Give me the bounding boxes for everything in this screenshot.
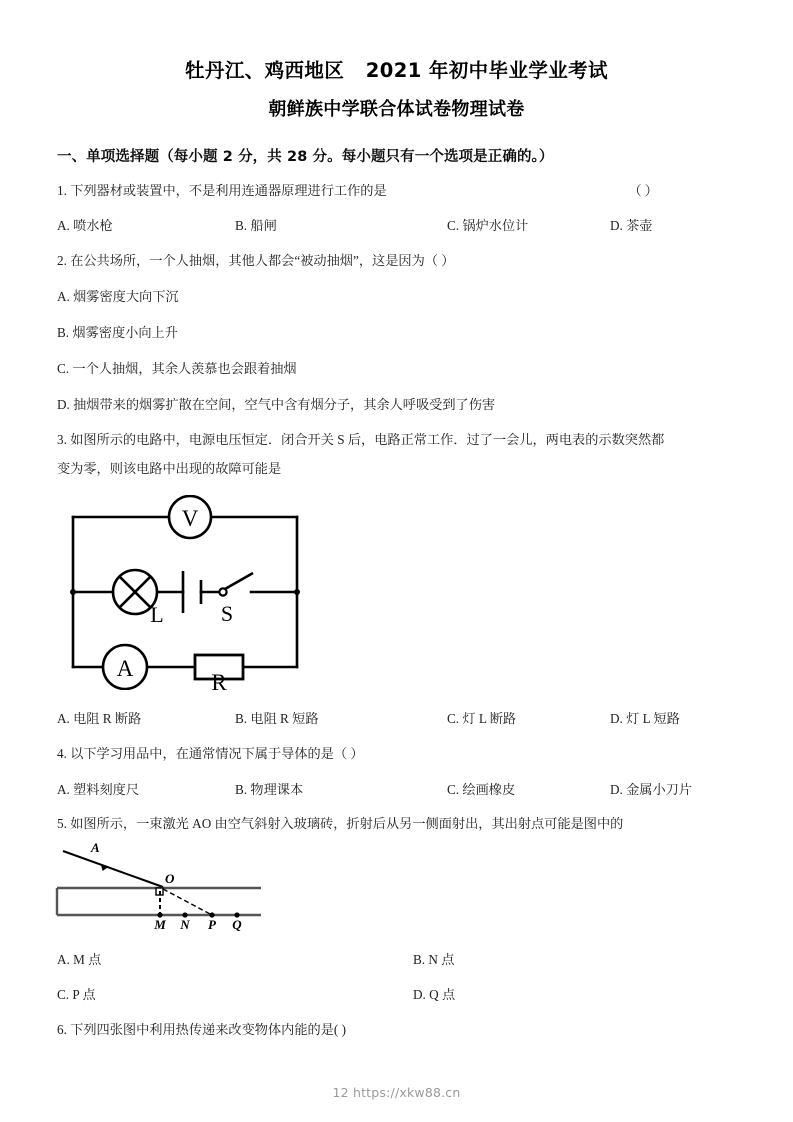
question-6-number: 6. xyxy=(57,1021,67,1037)
question-4-text: 以下学习用品中，在通常情况下属于导体的是（ ） xyxy=(70,746,364,762)
title-block xyxy=(57,0,736,123)
option-text: 物理课本 xyxy=(250,781,304,797)
option-label: C. xyxy=(447,711,460,727)
question-5-option-b[interactable] xyxy=(413,950,454,970)
question-5-stem xyxy=(57,814,736,834)
question-2-number: 2. xyxy=(57,252,67,268)
question-1-answer-paren: （ ） xyxy=(628,182,658,198)
option-text: P 点 xyxy=(72,986,96,1002)
option-label: C. xyxy=(57,986,70,1002)
point-label-m: M xyxy=(154,916,166,931)
question-2-option-c[interactable] xyxy=(57,359,736,379)
question-5-option-c[interactable] xyxy=(57,985,413,1005)
option-text: 锅炉水位计 xyxy=(462,218,529,234)
junction-left xyxy=(70,589,76,595)
option-text: 茶壶 xyxy=(626,218,653,234)
option-label: B. xyxy=(57,325,70,341)
question-5-option-d[interactable] xyxy=(413,985,455,1005)
question-3-options xyxy=(57,709,736,729)
option-label: B. xyxy=(235,218,248,234)
option-label: A. xyxy=(57,711,70,727)
ray-label-a: A xyxy=(91,839,100,855)
option-text: M 点 xyxy=(73,951,102,967)
option-text: 喷水枪 xyxy=(73,218,113,234)
question-2-option-d[interactable] xyxy=(57,395,736,415)
point-label-q: Q xyxy=(232,916,242,931)
question-2-text: 在公共场所，一个人抽烟，其他人都会“被动抽烟”，这是因为（ ） xyxy=(70,252,455,268)
question-2-option-a[interactable] xyxy=(57,287,736,307)
switch-label: S xyxy=(220,601,234,627)
question-3-option-a[interactable] xyxy=(57,709,235,729)
option-label: A. xyxy=(57,289,70,305)
question-4-number: 4. xyxy=(57,746,67,762)
battery-symbol xyxy=(183,571,201,613)
exam-title-line-1: 牡丹江、鸡西地区 2021 年初中毕业学业考试 xyxy=(185,59,608,82)
question-3-option-d[interactable] xyxy=(610,709,680,729)
question-3-stem-continued: 变为零，则该电路中出现的故障可能是 xyxy=(57,460,282,476)
option-text: 绘画橡皮 xyxy=(462,781,516,797)
question-5-option-a[interactable] xyxy=(57,950,413,970)
question-5-options-row-1 xyxy=(57,950,736,970)
option-label: D. xyxy=(610,781,623,797)
question-5-number: 5. xyxy=(57,816,67,832)
option-text: 船闸 xyxy=(250,218,277,234)
question-2-stem xyxy=(57,251,736,271)
option-text: 烟雾密度小向上升 xyxy=(72,325,178,341)
question-1-options xyxy=(57,216,736,236)
question-4-option-d[interactable] xyxy=(610,780,692,800)
option-label: B. xyxy=(235,711,248,727)
question-3-stem xyxy=(57,430,736,450)
question-1-stem xyxy=(57,181,736,201)
point-label-o: O xyxy=(165,870,175,886)
lamp-label: L xyxy=(150,602,164,628)
question-2-option-b[interactable] xyxy=(57,323,736,343)
option-label: D. xyxy=(413,986,426,1002)
point-label-p: P xyxy=(208,916,216,931)
ammeter-label: A xyxy=(116,656,134,682)
option-text: 电阻 R 断路 xyxy=(73,711,142,727)
question-6-text: 下列四张图中利用热传递来改变物体内能的是( ) xyxy=(70,1021,347,1037)
resistor-label: R xyxy=(211,670,227,691)
option-label: A. xyxy=(57,951,70,967)
option-label: C. xyxy=(57,360,70,376)
question-1-option-b[interactable] xyxy=(235,216,447,236)
option-label: B. xyxy=(413,951,426,967)
question-1-option-c[interactable] xyxy=(447,216,610,236)
option-label: A. xyxy=(57,218,70,234)
question-1-option-a[interactable] xyxy=(57,216,235,236)
circuit-diagram xyxy=(65,495,736,695)
question-3-option-c[interactable] xyxy=(447,709,610,729)
voltmeter-label: V xyxy=(181,506,199,532)
option-text: 抽烟带来的烟雾扩散在空间，空气中含有烟分子，其余人呼吸受到了伤害 xyxy=(73,396,496,412)
junction-right xyxy=(294,589,300,595)
exam-title-line-2: 朝鲜族中学联合体试卷物理试卷 xyxy=(268,99,525,121)
question-6-stem xyxy=(57,1020,736,1040)
switch-blade xyxy=(225,573,253,589)
question-5-text: 如图所示，一束激光 AO 由空气斜射入玻璃砖，折射后从另一侧面射出，其出射点可能是图中的 xyxy=(70,816,624,832)
question-4-option-b[interactable] xyxy=(235,780,447,800)
option-label: C. xyxy=(447,781,460,797)
question-3-option-b[interactable] xyxy=(235,709,447,729)
option-label: D. xyxy=(57,396,70,412)
footer-watermark: 12 https://xkw88.cn xyxy=(332,1085,461,1100)
question-1-option-d[interactable] xyxy=(610,216,653,236)
option-text: N 点 xyxy=(428,951,455,967)
question-1-number: 1. xyxy=(57,182,67,198)
option-text: 塑料刻度尺 xyxy=(73,781,140,797)
question-4-stem xyxy=(57,744,736,764)
option-text: 金属小刀片 xyxy=(626,781,693,797)
option-label: B. xyxy=(235,781,248,797)
option-label: D. xyxy=(610,218,623,234)
question-3-text: 如图所示的电路中，电源电压恒定．闭合开关 S 后，电路正常工作．过了一会儿，两电表的示数突然都 xyxy=(70,431,665,447)
option-text: 灯 L 短路 xyxy=(626,711,680,727)
incident-ray xyxy=(63,851,163,887)
refracted-ray xyxy=(163,889,212,915)
question-4-options xyxy=(57,780,736,800)
point-label-n: N xyxy=(180,916,190,931)
refraction-diagram xyxy=(51,839,736,936)
question-1-text: 下列器材或装置中，不是利用连通器原理进行工作的是 xyxy=(70,182,387,198)
option-text: 一个人抽烟，其余人羡慕也会跟着抽烟 xyxy=(72,360,297,376)
option-text: 灯 L 断路 xyxy=(462,711,517,727)
question-4-option-a[interactable] xyxy=(57,780,235,800)
option-label: A. xyxy=(57,781,70,797)
option-label: D. xyxy=(610,711,623,727)
question-5-options-row-2 xyxy=(57,985,736,1005)
option-text: Q 点 xyxy=(429,986,456,1002)
option-label: C. xyxy=(447,218,460,234)
section-heading: 一、单项选择题（每小题 2 分，共 28 分。每小题只有一个选项是正确的。） xyxy=(57,148,554,165)
option-text: 烟雾密度大向下沉 xyxy=(73,289,179,305)
option-text: 电阻 R 短路 xyxy=(250,711,319,727)
question-3-number: 3. xyxy=(57,431,67,447)
question-4-option-c[interactable] xyxy=(447,780,610,800)
